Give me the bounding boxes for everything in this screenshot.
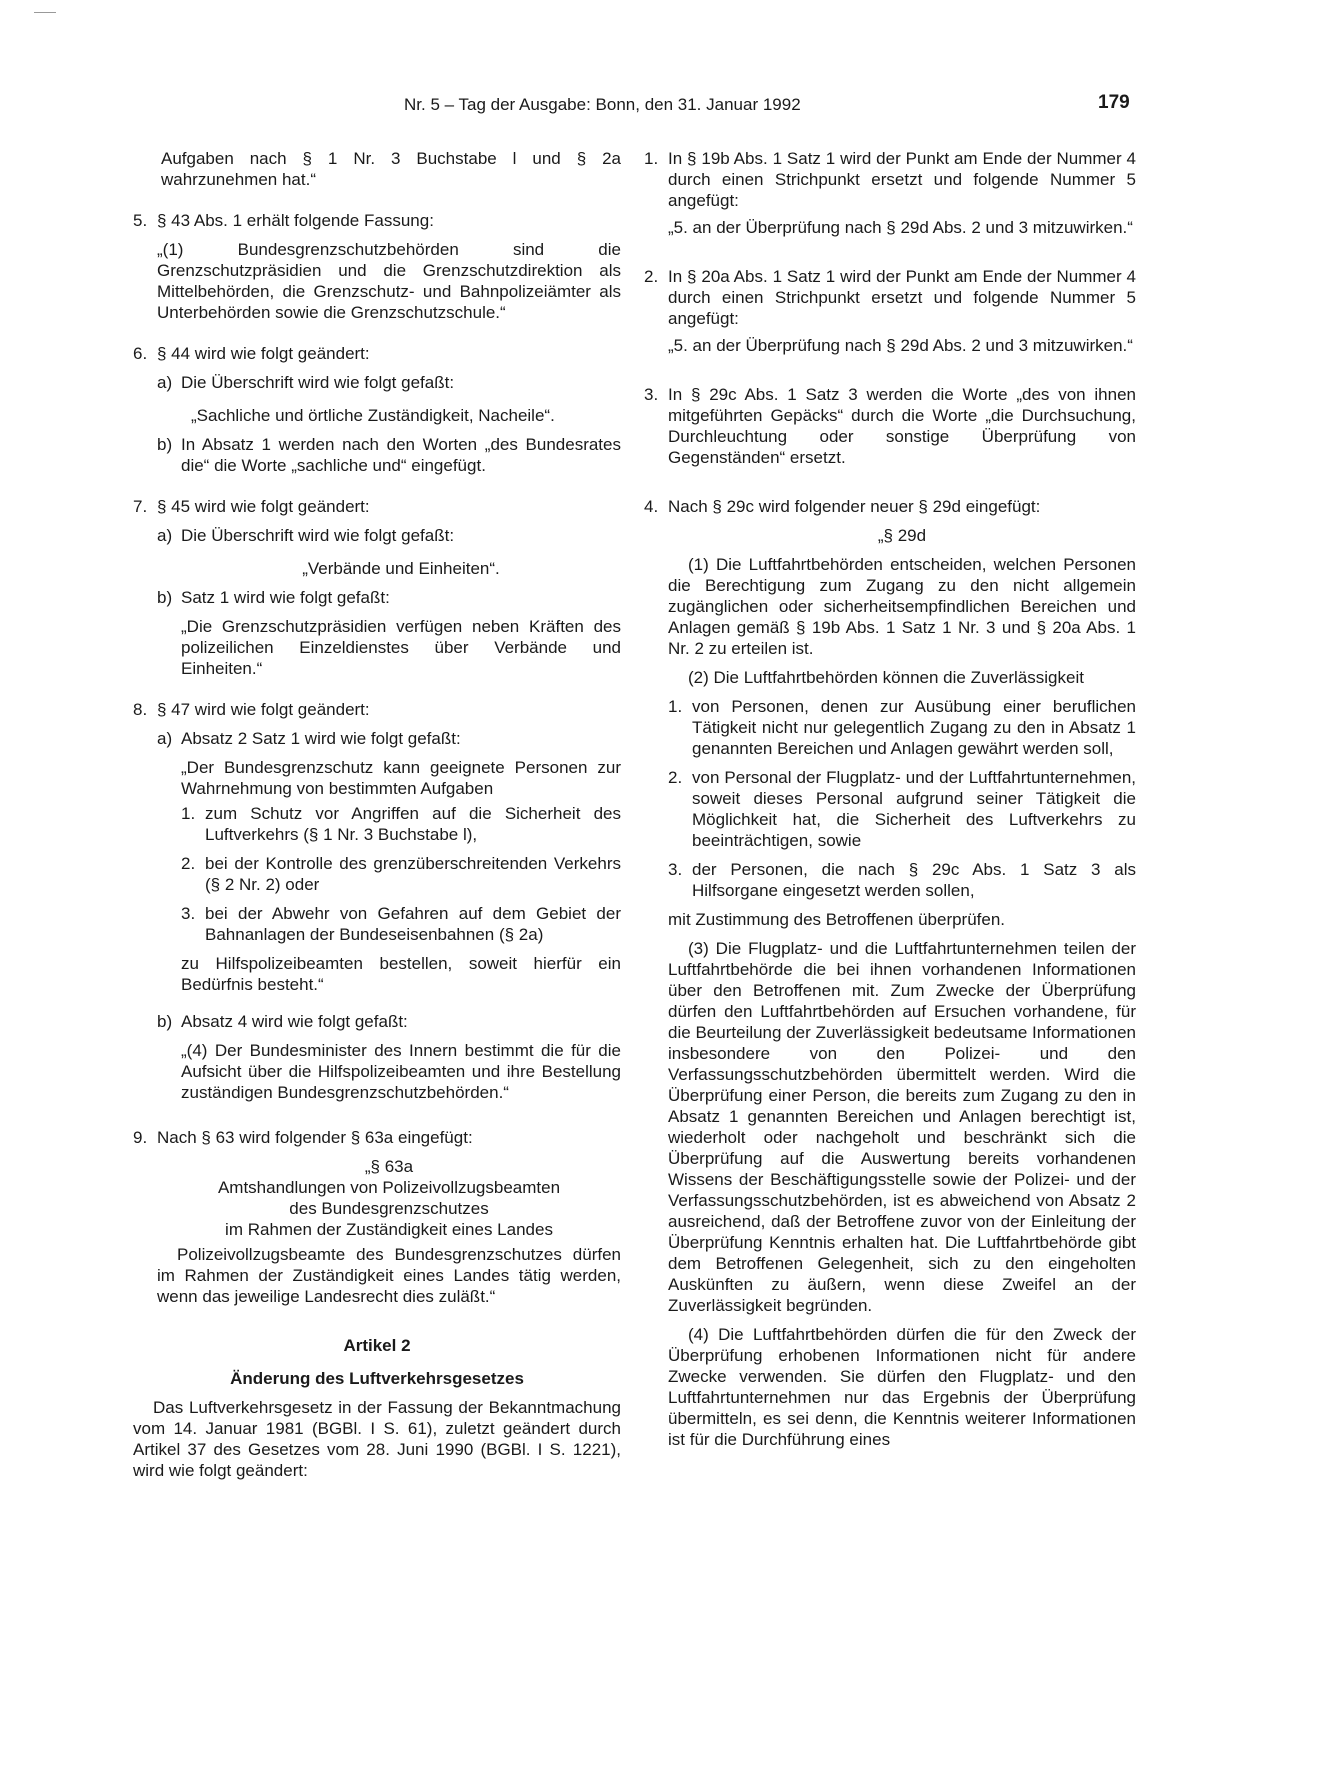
issue-line: Nr. 5 – Tag der Ausgabe: Bonn, den 31. Januar 1992	[404, 95, 801, 114]
subitem-b	[157, 434, 621, 476]
list-item-3	[668, 859, 1136, 901]
item-number: 7.	[133, 497, 148, 516]
list-text: von Personal der Flugplatz- und der Luftfahrtunternehmen, soweit dieses Personal aufgrund seiner Tätigkeit die Möglichkeit hat, die Sicherheit des Luftverkehrs zu beeinträchtigen, sowie	[692, 768, 1136, 850]
item-number: 9.	[133, 1128, 148, 1147]
page-number: 179	[1098, 92, 1130, 113]
subitem-letter: a)	[157, 526, 173, 545]
section-number: „§ 29d	[877, 526, 927, 545]
item-number: 1.	[644, 149, 659, 168]
sublist-text: bei der Abwehr von Gefahren auf dem Gebiet der Bahnanlagen der Bundeseisenbahnen (§ 2a)	[205, 904, 621, 944]
list-item-2	[668, 767, 1136, 851]
subitem-letter: a)	[157, 729, 173, 748]
item-number: 2.	[644, 267, 659, 286]
subitem-a	[157, 728, 621, 995]
item-7	[133, 496, 621, 679]
quoted-text: „(4) Der Bundesminister des Innern bestimmt die für die Aufsicht über die Hilfspolizeibeamten und ihre Bestellung zuständigen Bundesgrenzschutzbehörden.“	[181, 1041, 621, 1102]
quoted-text: „Sachliche und örtliche Zuständigkeit, Nacheile“.	[191, 406, 555, 425]
subitem-text: Absatz 2 Satz 1 wird wie folgt gefaßt:	[181, 729, 461, 748]
section-heading-line-2: des Bundesgrenzschutzes	[289, 1199, 489, 1218]
item-5	[133, 210, 621, 323]
paragraph-4: (4) Die Luftfahrtbehörden dürfen die für den Zweck der Überprüfung erhobenen Informationen nicht für andere Zwecke verwenden. Sie dürfen den Flugplatz- und den Luftfahrtunternehmen nur das Ergebnis der Überprüfung übermitteln, es sei denn, die Kenntnis weiterer Informationen ist für die Durchführung eines	[668, 1325, 1136, 1449]
paragraph-2: (2) Die Luftfahrtbehörden können die Zuverlässigkeit	[688, 668, 1084, 687]
list-text: von Personen, denen zur Ausübung einer beruflichen Tätigkeit nicht nur gelegentlich Zugang zu den in Absatz 1 genannten Bereichen und Anlagen gewährt werden soll,	[692, 697, 1136, 758]
list-number: 1.	[668, 697, 683, 716]
quoted-text: „Verbände und Einheiten“.	[302, 559, 500, 578]
item-9	[133, 1127, 621, 1307]
amendment-1	[644, 148, 1136, 238]
paragraph-1: (1) Die Luftfahrtbehörden entscheiden, welchen Personen die Berechtigung zum Zugang zu den nicht allgemein zugänglichen oder sicherheitsempfindlichen Bereichen und Anlagen gemäß § 19b Abs. 1 Satz 1 Nr. 3 und § 20a Abs. 1 Nr. 2 zu erteilen ist.	[668, 555, 1136, 658]
item-number: 8.	[133, 700, 148, 719]
paragraph-3: (3) Die Flugplatz- und die Luftfahrtunternehmen teilen der Luftfahrtbehörde die bei ihnen vorhandenen Informationen über den Betroffenen mit. Zum Zwecke der Überprüfung dürfen den Luftfahrtbehörden auf Ersuchen vorhandene, für die Beurteilung der Zuverlässigkeit bedeutsame Informationen insbesondere von den Polizei- und den Verfassungsschutzbehörden übermittelt werden. Wird die Überprüfung einer Person, die bereits zum Zugang zu den in Absatz 1 genannten Bereichen und Anlagen berechtigt ist, wiederholt oder nachgeholt und beschränkt sich die Überprüfung auf die Auswertung bereits vorhandenen Wissens der Beschäftigungsstelle sowie der Polizei- und der Verfassungsschutzbehörden, ist es abweichend von Absatz 2 ausreichend, daß der Betroffene zuvor von der Einleitung der Überprüfung Kenntnis erhalten hat. Die Luftfahrtbehörde gibt dem Betroffenen Gelegenheit, sich zu den eingeholten Auskünften zu äußern, wenn diese Zweifel an der Zuverlässigkeit begründen.	[668, 939, 1136, 1315]
article-label: Artikel 2	[343, 1336, 411, 1355]
sublist-item-2	[181, 853, 621, 895]
subitem-a	[157, 525, 621, 579]
subitem-b	[157, 587, 621, 679]
item-6	[133, 343, 621, 476]
item-number: 6.	[133, 344, 148, 363]
list-number: 3.	[668, 860, 683, 879]
amendment-3	[644, 384, 1136, 468]
amendment-2	[644, 266, 1136, 356]
paragraph-2-end: mit Zustimmung des Betroffenen überprüfen.	[668, 910, 1006, 929]
item-text: In § 19b Abs. 1 Satz 1 wird der Punkt am Ende der Nummer 4 durch einen Strichpunkt ersetzt und folgende Nummer 5 angefügt:	[668, 149, 1136, 210]
sublist-item-1	[181, 803, 621, 845]
closing-text: zu Hilfspolizeibeamten bestellen, soweit hierfür ein Bedürfnis besteht.“	[181, 954, 621, 994]
continuation-text: Aufgaben nach § 1 Nr. 3 Buchstabe l und § 2a wahrzunehmen hat.“	[161, 149, 621, 189]
sublist-text: zum Schutz vor Angriffen auf die Sicherheit des Luftverkehrs (§ 1 Nr. 3 Buchstabe l),	[205, 804, 621, 844]
article-title: Änderung des Luftverkehrsgesetzes	[230, 1369, 524, 1388]
item-number: 4.	[644, 497, 659, 516]
item-text: § 43 Abs. 1 erhält folgende Fassung:	[157, 211, 434, 230]
item-text: § 44 wird wie folgt geändert:	[157, 344, 370, 363]
item-text: § 47 wird wie folgt geändert:	[157, 700, 370, 719]
subitem-letter: b)	[157, 588, 173, 607]
scan-corner-mark	[34, 12, 56, 13]
right-column	[644, 148, 1136, 1450]
subitem-letter: a)	[157, 373, 173, 392]
sublist-number: 2.	[181, 854, 196, 873]
list-number: 2.	[668, 768, 683, 787]
section-number: „§ 63a	[364, 1157, 414, 1176]
page-header	[0, 94, 1331, 118]
quoted-text: „5. an der Überprüfung nach § 29d Abs. 2 und 3 mitzuwirken.“	[668, 336, 1133, 355]
subitem-text: Absatz 4 wird wie folgt gefaßt:	[181, 1012, 408, 1031]
item-text: § 45 wird wie folgt geändert:	[157, 497, 370, 516]
sublist-number: 3.	[181, 904, 196, 923]
subitem-b	[157, 1011, 621, 1103]
item-8	[133, 699, 621, 1103]
subitem-text: Die Überschrift wird wie folgt gefaßt:	[181, 373, 455, 392]
subitem-text: In Absatz 1 werden nach den Worten „des Bundesrates die“ die Worte „sachliche und“ eingefügt.	[181, 435, 621, 475]
subitem-text: Die Überschrift wird wie folgt gefaßt:	[181, 526, 455, 545]
section-heading-line-3: im Rahmen der Zuständigkeit eines Landes	[225, 1220, 553, 1239]
item-text: In § 20a Abs. 1 Satz 1 wird der Punkt am Ende der Nummer 4 durch einen Strichpunkt ersetzt und folgende Nummer 5 angefügt:	[668, 267, 1136, 328]
quoted-text: „(1) Bundesgrenzschutzbehörden sind die Grenzschutzpräsidien und die Grenzschutzdirektion als Mittelbehörden, die Grenzschutz- und Bahnpolizeiämter als Unterbehörden sowie die Grenzschutzschule.“	[157, 240, 621, 322]
section-body: Polizeivollzugsbeamte des Bundesgrenzschutzes dürfen im Rahmen der Zuständigkeit eines Landes tätig werden, wenn das jeweilige Landesrecht dies zuläßt.“	[157, 1245, 621, 1306]
quoted-text: „Die Grenzschutzpräsidien verfügen neben Kräften des polizeilichen Einzeldienstes über Verbände und Einheiten.“	[181, 617, 621, 678]
section-heading-line-1: Amtshandlungen von Polizeivollzugsbeamten	[217, 1178, 561, 1197]
item-number: 3.	[644, 385, 659, 404]
item-text: In § 29c Abs. 1 Satz 3 werden die Worte „des von ihnen mitgeführten Gepäcks“ durch die Worte „die Durchsuchung, Durchleuchtung oder sonstige Überprüfung von Gegenständen“ ersetzt.	[668, 385, 1136, 467]
list-text: der Personen, die nach § 29c Abs. 1 Satz 3 als Hilfsorgane eingesetzt werden sollen,	[692, 860, 1136, 900]
item-number: 5.	[133, 211, 148, 230]
article-body: Das Luftverkehrsgesetz in der Fassung der Bekanntmachung vom 14. Januar 1981 (BGBl. I S. 61), zuletzt geändert durch Artikel 37 des Gesetzes vom 28. Juni 1990 (BGBl. I S. 1221), wird wie folgt geändert:	[133, 1398, 621, 1480]
list-item-1	[668, 696, 1136, 759]
left-column	[133, 148, 621, 1481]
subitem-letter: b)	[157, 1012, 173, 1031]
amendment-4	[644, 496, 1136, 1450]
sublist-number: 1.	[181, 804, 196, 823]
subitem-a	[157, 372, 621, 426]
quoted-text: „5. an der Überprüfung nach § 29d Abs. 2 und 3 mitzuwirken.“	[668, 218, 1133, 237]
subitem-letter: b)	[157, 435, 173, 454]
item-text: Nach § 29c wird folgender neuer § 29d eingefügt:	[668, 497, 1041, 516]
item-text: Nach § 63 wird folgender § 63a eingefügt:	[157, 1128, 473, 1147]
quoted-text: „Der Bundesgrenzschutz kann geeignete Personen zur Wahrnehmung von bestimmten Aufgaben	[181, 758, 621, 798]
subitem-text: Satz 1 wird wie folgt gefaßt:	[181, 588, 390, 607]
sublist-item-3	[181, 903, 621, 945]
sublist-text: bei der Kontrolle des grenzüberschreitenden Verkehrs (§ 2 Nr. 2) oder	[205, 854, 621, 894]
